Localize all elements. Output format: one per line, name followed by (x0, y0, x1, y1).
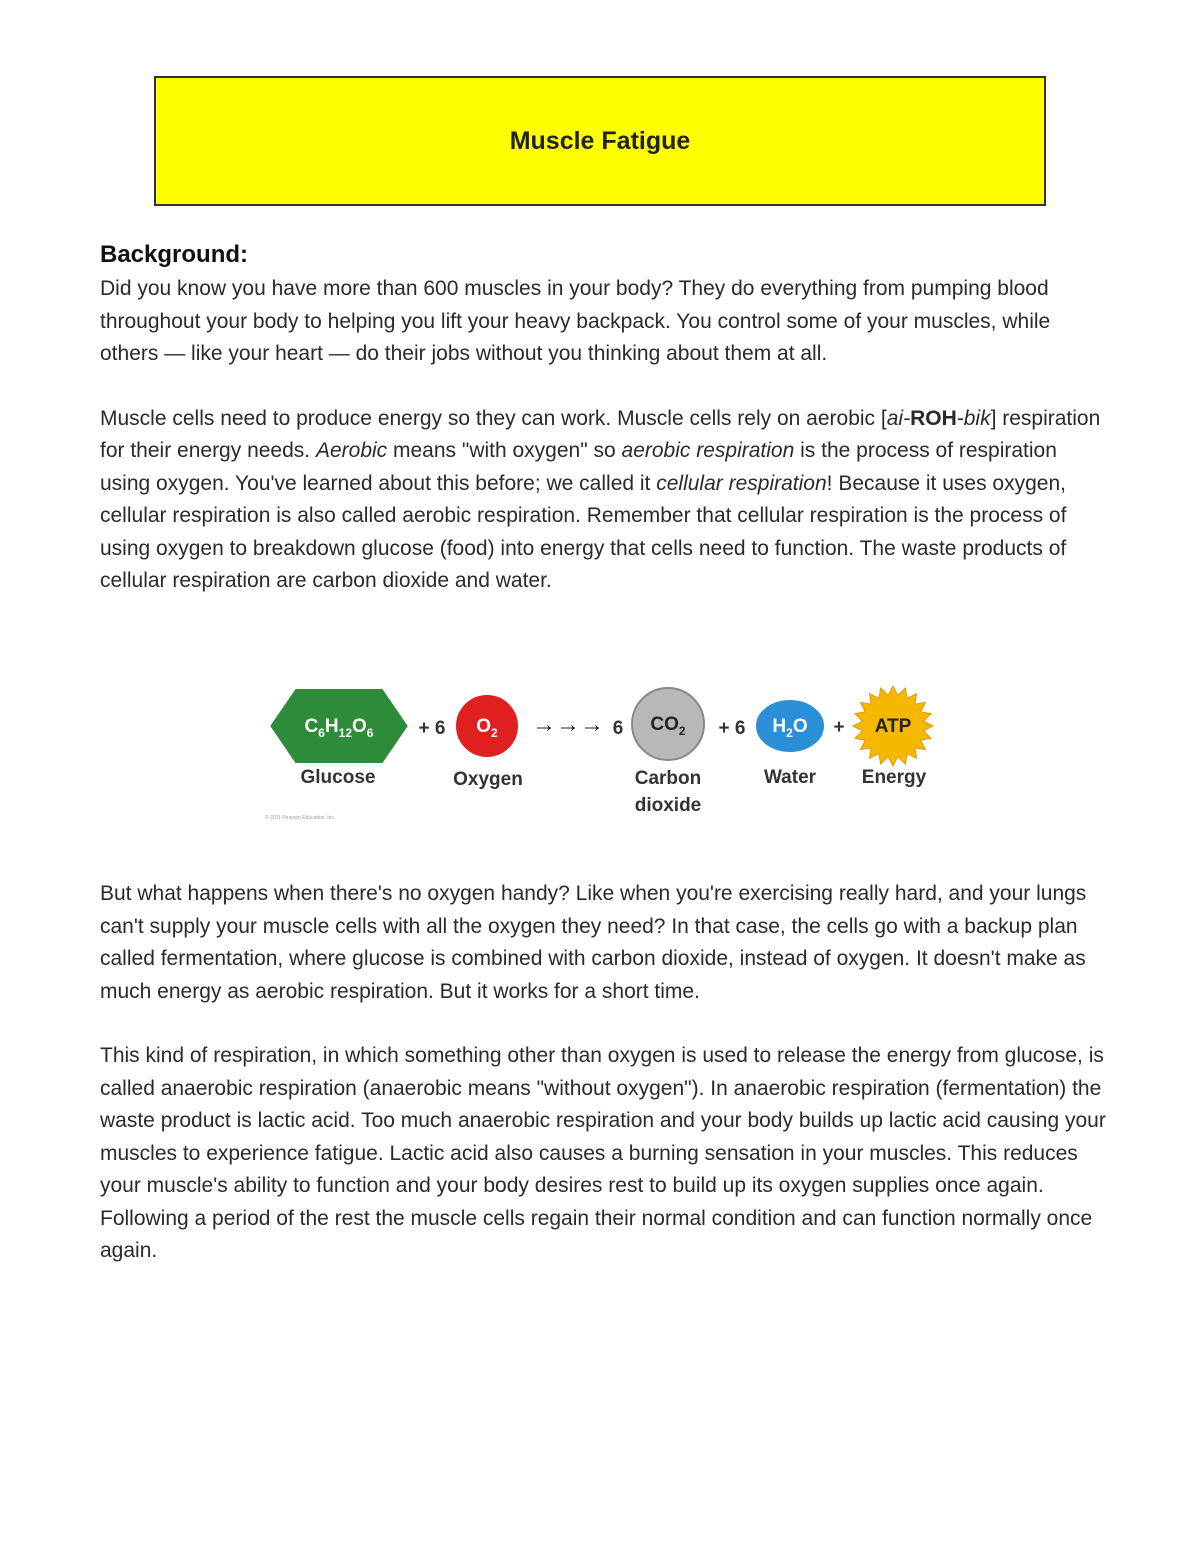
carbon-label-line2: dioxide (634, 795, 702, 816)
text-run: ! Because it uses oxygen, cellular respiration is also called aerobic respiration. Remember that cellular respiration is the process of using oxygen to breakdown glucose (food) into energy that cells need to function. The waste products of cellular respiration are carbon dioxide and water. (100, 471, 1067, 592)
text-run: means "with oxygen" so (387, 439, 622, 462)
background-heading: Background: (100, 241, 249, 268)
paragraph-aerobic-respiration (100, 403, 1110, 598)
carbon-label-line1: Carbon (634, 768, 702, 789)
water-label: Water (763, 767, 817, 788)
reaction-arrows: →→→ (532, 711, 604, 738)
paragraph-anaerobic-respiration: This kind of respiration, in which something other than oxygen is used to release the energy from glucose, is called anaerobic respiration (anaerobic means "without oxygen"). In anaerobic respiration (fermentation) the waste product is lactic acid. Too much anaerobic respiration and your body builds up lactic acid causing your muscles to experience fatigue. Lactic acid also causes a burning sensation in your muscles. This reduces your muscle's ability to function and your body desires rest to build up its oxygen supplies once again. Following a period of the rest the muscle cells regain their normal condition and can function normally once again. (100, 1044, 1106, 1262)
energy-label: Energy (861, 767, 927, 788)
text-run: Muscle cells need to produce energy so they can work. Muscle cells rely on aerobic [ (100, 406, 887, 430)
term-aerobic: Aerobic (315, 439, 388, 462)
background-section (100, 238, 1110, 598)
h2o-formula: $H_2O$ (772, 716, 808, 740)
glucose-label: Glucose (300, 767, 376, 788)
term-cellular-respiration: cellular respiration (656, 471, 827, 495)
paragraph-muscles-intro: Did you know you have more than 600 muscles in your body? They do everything from pumping blood throughout your body to helping you lift your heavy backpack. You control some of your muscles, while others — like your heart — do their jobs without you thinking about them at all. (100, 277, 1051, 365)
text-run: is the process of respiration using oxygen. You've learned about this before; we called it (100, 439, 1057, 495)
anaerobic-section (100, 878, 1110, 1268)
glucose-formula: $C_6H_{12}O_6$ (304, 716, 374, 740)
term-aerobic-respiration: aerobic respiration (621, 439, 795, 462)
pronunciation-c: -bik (956, 406, 991, 430)
plus-energy: + (833, 717, 845, 738)
pronunciation-a: ai- (886, 406, 911, 430)
copyright-note: © 2011 Pearson Education, Inc. (265, 815, 336, 821)
respiration-equation-diagram (255, 674, 955, 824)
plus-six-oxygen: + 6 (418, 718, 446, 739)
title-banner (154, 76, 1046, 206)
plus-six-water: + 6 (718, 718, 746, 739)
six-coefficient: 6 (612, 718, 624, 739)
text-run: ] respiration for their energy needs. (100, 406, 1101, 462)
paragraph-fermentation: But what happens when there's no oxygen handy? Like when you're exercising really hard, and your lungs can't supply your muscle cells with all the oxygen they need? In that case, the cells go with a backup plan called fermentation, where glucose is combined with carbon dioxide, instead of oxygen. It doesn't make as much energy as aerobic respiration. But it works for a short time. (100, 882, 1087, 1003)
pronunciation-b: ROH (910, 406, 957, 430)
oxygen-formula: $O_2$ (476, 716, 498, 740)
co2-formula: $CO_2$ (650, 714, 686, 738)
oxygen-label: Oxygen (453, 769, 523, 790)
atp-text: ATP (874, 716, 912, 737)
page-title: Muscle Fatigue (509, 126, 691, 155)
